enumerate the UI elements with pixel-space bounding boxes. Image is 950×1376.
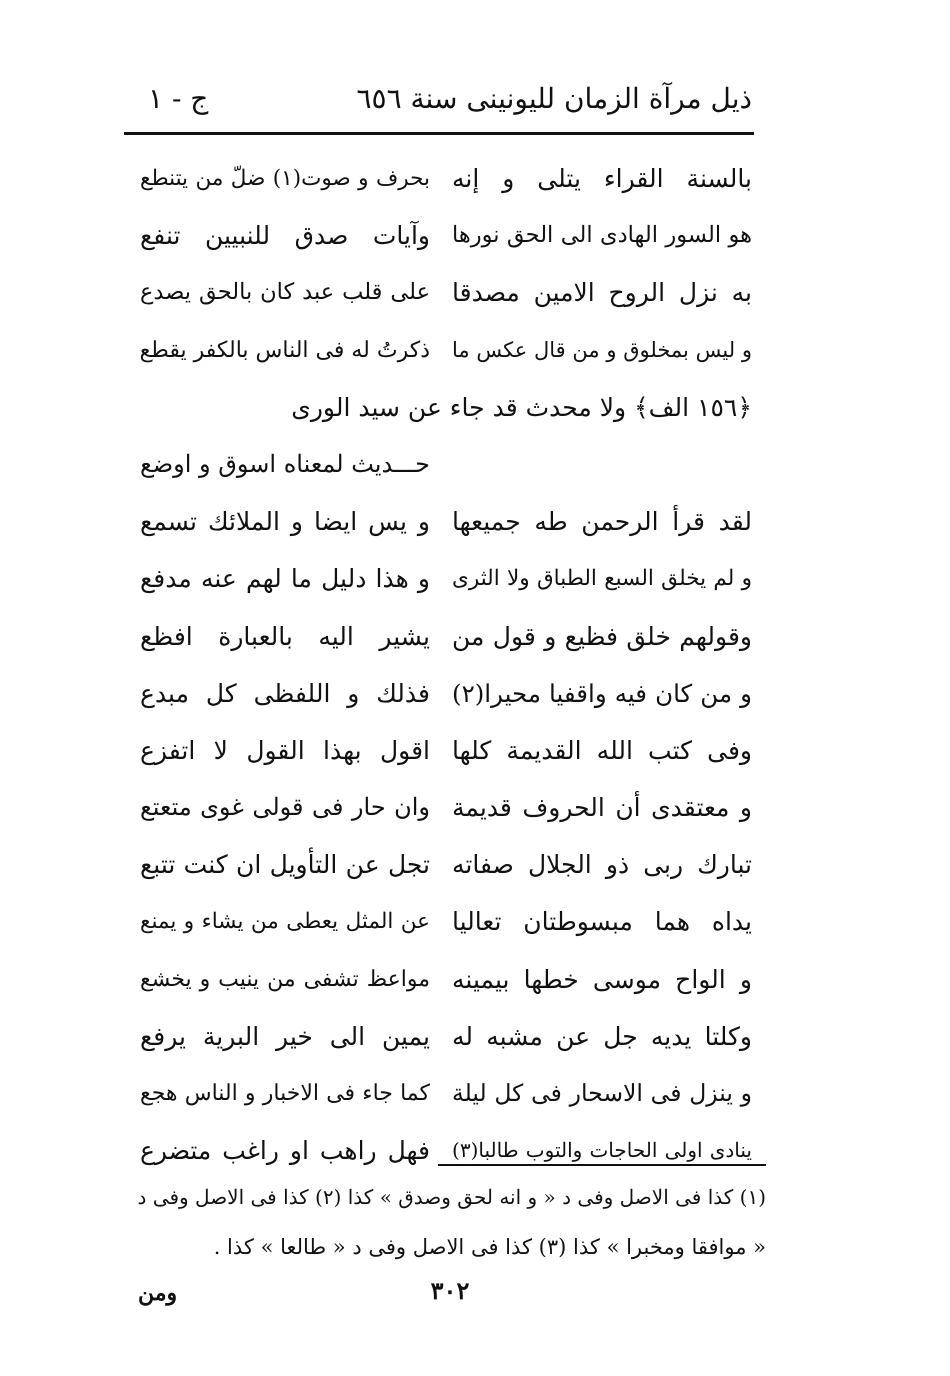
verse-second-hemistich: يمين الى خير البرية يرفع (140, 1021, 430, 1051)
verse-second-hemistich: كما جاء فى الاخبار و الناس هجع (140, 1081, 430, 1106)
verse-first-hemistich: و من كان فيه واقفيا محيرا(٢) (452, 678, 752, 708)
verse-first-hemistich: ينادى اولى الحاجات والتوب طالبا(٣) (452, 1138, 752, 1163)
verse-line (140, 493, 752, 550)
running-title: ذيل مرآة الزمان لليونينى سنة ٦٥٦ (356, 82, 752, 115)
verse-second-hemistich: اقول بهذا القول لا اتفزع (140, 735, 430, 765)
verse-line (140, 608, 752, 665)
verse-first-hemistich: و الواح موسى خطها بيمينه (452, 964, 752, 994)
verse-line (140, 779, 752, 836)
verse-second-hemistich: فذلك و اللفظى كل مبدع (140, 678, 430, 708)
verse-line (140, 1065, 752, 1122)
verse-second-hemistich: و هذا دليل ما لهم عنه مدفع (140, 564, 430, 594)
verse-second-hemistich: يشير اليه بالعبارة افظع (140, 621, 430, 651)
verse-first-hemistich: و معتقدى أن الحروف قديمة (452, 793, 752, 823)
header-rule (124, 132, 754, 135)
verse-second-hemistich: فهل راهب او راغب متضرع (140, 1136, 430, 1166)
verse-second-hemistich: على قلب عبد كان بالحق يصدع (140, 279, 430, 306)
verse-first-hemistich: و لم يخلق السبع الطباق ولا الثرى (452, 566, 752, 592)
verse-first-hemistich: به نزل الروح الامين مصدقا (452, 278, 752, 308)
verse-first-hemistich: تبارك ربى ذو الجلال صفاته (452, 850, 752, 880)
poem (140, 150, 752, 1179)
verse-first-hemistich: وفى كتب الله القديمة كلها (452, 735, 752, 765)
verse-line (140, 379, 752, 436)
page-header (140, 82, 752, 126)
verse-line (140, 665, 752, 722)
verse-single-line: ﴿١٥٦ الف﴾ ولا محدث قد جاء عن سيد الورى (291, 392, 752, 422)
verse-line (140, 722, 752, 779)
verse-second-hemistich: عن المثل يعطى من يشاء و يمنع (140, 909, 430, 935)
verse-second-hemistich: مواعظ تشفى من ينيب و يخشع (140, 966, 430, 992)
verse-line (140, 550, 752, 607)
verse-line (140, 1008, 752, 1065)
verse-first-hemistich: بالسنة القراء يتلى و إنه (452, 164, 752, 193)
verse-line (140, 207, 752, 264)
footnote-line: « موافقا ومخبرا » كذا (٣) كذا فى الاصل وفى د « طالعا » كذا . (213, 1235, 766, 1259)
verse-line (140, 436, 752, 493)
verse-first-hemistich: وقولهم خلق فظيع و قول من (452, 621, 752, 651)
verse-first-hemistich: وكلتا يديه جل عن مشبه له (452, 1021, 752, 1051)
verse-line (140, 893, 752, 950)
verse-line (140, 836, 752, 893)
verse-line (140, 1122, 752, 1179)
verse-second-hemistich: وآيات صدق للنبيين تنفع (140, 221, 430, 251)
verse-line (140, 951, 752, 1008)
verse-line (140, 322, 752, 379)
verse-first-hemistich: و ينزل فى الاسحار فى كل ليلة (452, 1079, 752, 1107)
verse-second-hemistich: ذكرتُ له فى الناس بالكفر يقطع (139, 337, 430, 363)
verse-second-hemistich: حـــديث لمعناه اسوق و اوضع (140, 449, 430, 478)
verse-second-hemistich: و يس ايضا و الملائك تسمع (140, 507, 430, 537)
verse-first-hemistich: يداه هما مبسوطتان تعاليا (452, 907, 752, 937)
verse-second-hemistich: تجل عن التأويل ان كنت تتبع (140, 850, 430, 880)
verse-second-hemistich: وان حار فى قولى غوى متعتع (140, 793, 430, 822)
verse-line (140, 150, 752, 207)
verse-second-hemistich: بحرف و صوت(١) ضلّ من يتنطع (140, 166, 430, 191)
verse-first-hemistich: لقد قرأ الرحمن طه جميعها (452, 507, 752, 537)
volume-number: ج - ١ (148, 82, 209, 115)
verse-line (140, 264, 752, 321)
page-number: ٣٠٢ (430, 1276, 470, 1305)
catchword: ومن (138, 1280, 178, 1306)
verse-first-hemistich: و ليس بمخلوق و من قال عكس ما (452, 337, 752, 362)
footnotes (130, 1172, 766, 1272)
verse-first-hemistich: هو السور الهادى الى الحق نورها (452, 222, 752, 249)
footnote-line: (١) كذا فى الاصل وفى د « و انه لحق وصدق » كذا (٢) كذا فى الاصل وفى د (137, 1185, 766, 1209)
footnote-rule (438, 1164, 766, 1166)
